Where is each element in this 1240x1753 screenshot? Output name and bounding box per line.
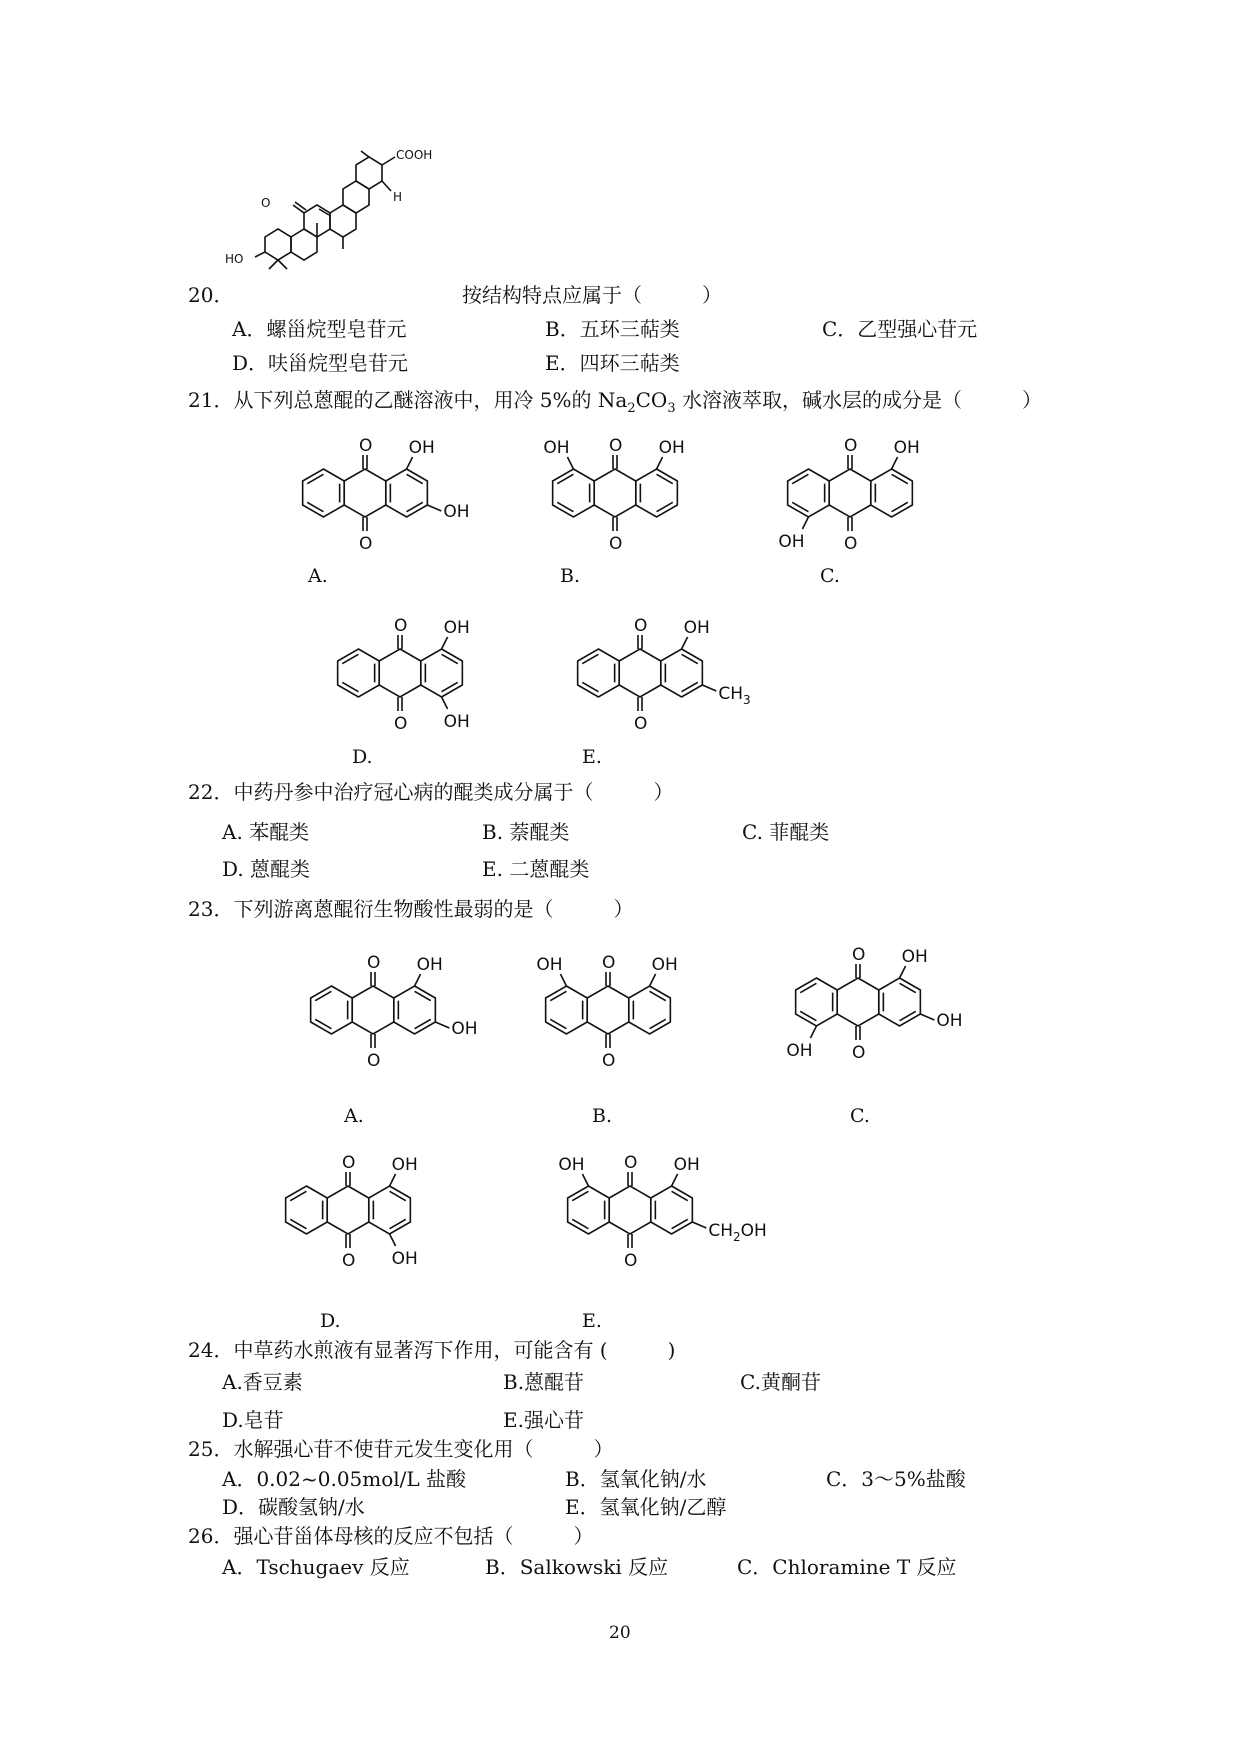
oh-label: OH [936, 1011, 963, 1031]
q20-option-e: E．四环三萜类 [545, 351, 680, 375]
q21-structure-a [275, 428, 485, 558]
carbonyl-o-label: O [609, 436, 623, 456]
q26-option-a: A．Tschugaev 反应 [222, 1555, 410, 1579]
oh-label: OH [673, 1155, 700, 1175]
q22-option-b: B. 萘醌类 [482, 820, 570, 844]
q24-option-e: E.强心苷 [503, 1408, 584, 1432]
q20-stem: 按结构特点应属于（ ） [462, 283, 722, 307]
oh-label: OH [416, 955, 443, 975]
q23-structure-e [540, 1145, 800, 1275]
carbonyl-o-label: O [602, 953, 616, 973]
oh-label: OH [391, 1155, 418, 1175]
q25-option-b: B．氢氧化钠/水 [565, 1467, 707, 1491]
q25-option-e: E．氢氧化钠/乙醇 [565, 1495, 727, 1519]
q23-structure-a [283, 945, 493, 1075]
q22-option-a: A. 苯醌类 [222, 820, 310, 844]
oh-label: OH [683, 618, 710, 638]
oh-label: OH [408, 438, 435, 458]
oh-label: OH [443, 502, 470, 522]
q23-label-b: B. [592, 1105, 613, 1127]
page-number: 20 [609, 1623, 631, 1643]
h-label: H [393, 190, 403, 204]
oh-label: OH [536, 955, 563, 975]
oh-label: OH [558, 1155, 585, 1175]
methyl-label: $CH_3$ [718, 684, 751, 707]
q23-stem: 23．下列游离蒽醌衍生物酸性最弱的是（ ） [188, 897, 634, 921]
q20-number: 20． [188, 283, 234, 307]
q21-label-b: B. [560, 565, 581, 587]
q20-option-a: A．螺甾烷型皂苷元 [232, 317, 407, 341]
q23-structure-d [258, 1145, 468, 1275]
q25-option-d: D．碳酸氢钠/水 [222, 1495, 365, 1519]
q21-label-d: D. [352, 746, 373, 768]
q21-label-a: A. [308, 565, 328, 587]
q26-option-b: B．Salkowski 反应 [485, 1555, 669, 1579]
q21-label-e: E. [582, 746, 602, 768]
oh-label: OH [543, 438, 570, 458]
carbonyl-o-label: O [359, 534, 373, 554]
ho-label: HO [225, 252, 244, 266]
q24-stem: 24．中草药水煎液有显著泻下作用，可能含有 ( ) [188, 1338, 676, 1362]
q22-option-c: C. 菲醌类 [742, 820, 830, 844]
carbonyl-o-label: O [634, 714, 648, 734]
carbonyl-o-label: O [844, 436, 858, 456]
q23-structure-b [518, 945, 728, 1075]
q24-option-b: B.蒽醌苷 [503, 1370, 585, 1394]
q25-stem: 25．水解强心苷不使苷元发生变化用（ ） [188, 1437, 614, 1461]
q26-option-c: C．Chloramine T 反应 [737, 1555, 957, 1579]
oh-label: OH [451, 1019, 478, 1039]
q23-label-a: A. [344, 1105, 364, 1127]
keto-o-label: O [261, 196, 271, 210]
q21-structure-c [760, 428, 970, 558]
q21-stem: 21．从下列总蒽醌的乙醚溶液中，用冷 5%的 $Na_2CO_3$ 水溶液萃取，碱水层的成分是（ ） [188, 388, 1042, 416]
q21-structure-b [525, 428, 735, 558]
oh-label: OH [778, 532, 805, 552]
oh-label: OH [443, 618, 470, 638]
q24-option-c: C.黄酮苷 [740, 1370, 821, 1394]
oh-label: OH [443, 712, 470, 732]
carbonyl-o-label: O [609, 534, 623, 554]
oh-label: OH [391, 1249, 418, 1269]
oh-label: OH [651, 955, 678, 975]
oh-label: OH [658, 438, 685, 458]
q21-structure-e [550, 608, 790, 738]
q21-structure-d [310, 608, 520, 738]
q23-structure-c [768, 937, 988, 1077]
q23-label-d: D. [320, 1310, 341, 1332]
q20-option-b: B．五环三萜类 [545, 317, 680, 341]
carbonyl-o-label: O [394, 714, 408, 734]
q26-stem: 26．强心苷甾体母核的反应不包括（ ） [188, 1524, 594, 1548]
carbonyl-o-label: O [844, 534, 858, 554]
q21-label-c: C. [820, 565, 840, 587]
carbonyl-o-label: O [367, 953, 381, 973]
cooh-label: COOH [396, 148, 433, 162]
carbonyl-o-label: O [342, 1153, 356, 1173]
oh-label: OH [786, 1041, 813, 1061]
q25-option-a: A．0.02~0.05mol/L 盐酸 [222, 1467, 467, 1491]
oh-label: OH [901, 947, 928, 967]
carbonyl-o-label: O [342, 1251, 356, 1271]
carbonyl-o-label: O [852, 1043, 866, 1063]
q20-option-d: D．呋甾烷型皂苷元 [232, 351, 409, 375]
q20-option-c: C．乙型强心苷元 [822, 317, 978, 341]
carbonyl-o-label: O [624, 1251, 638, 1271]
q24-option-d: D.皂苷 [222, 1408, 284, 1432]
q25-option-c: C．3～5%盐酸 [826, 1467, 966, 1491]
q23-label-e: E. [582, 1310, 602, 1332]
carbonyl-o-label: O [624, 1153, 638, 1173]
carbonyl-o-label: O [602, 1051, 616, 1071]
carbonyl-o-label: O [359, 436, 373, 456]
q24-option-a: A.香豆素 [222, 1370, 303, 1394]
carbonyl-o-label: O [394, 616, 408, 636]
q22-stem: 22．中药丹参中治疗冠心病的醌类成分属于（ ） [188, 780, 674, 804]
oh-label: OH [893, 438, 920, 458]
carbonyl-o-label: O [634, 616, 648, 636]
carbonyl-o-label: O [852, 945, 866, 965]
q22-option-e: E. 二蒽醌类 [482, 857, 590, 881]
carbonyl-o-label: O [367, 1051, 381, 1071]
q23-label-c: C. [850, 1105, 870, 1127]
triterpene-structure [225, 145, 465, 305]
hydroxymethyl-label: $CH_2OH$ [708, 1221, 767, 1244]
q22-option-d: D. 蒽醌类 [222, 857, 311, 881]
